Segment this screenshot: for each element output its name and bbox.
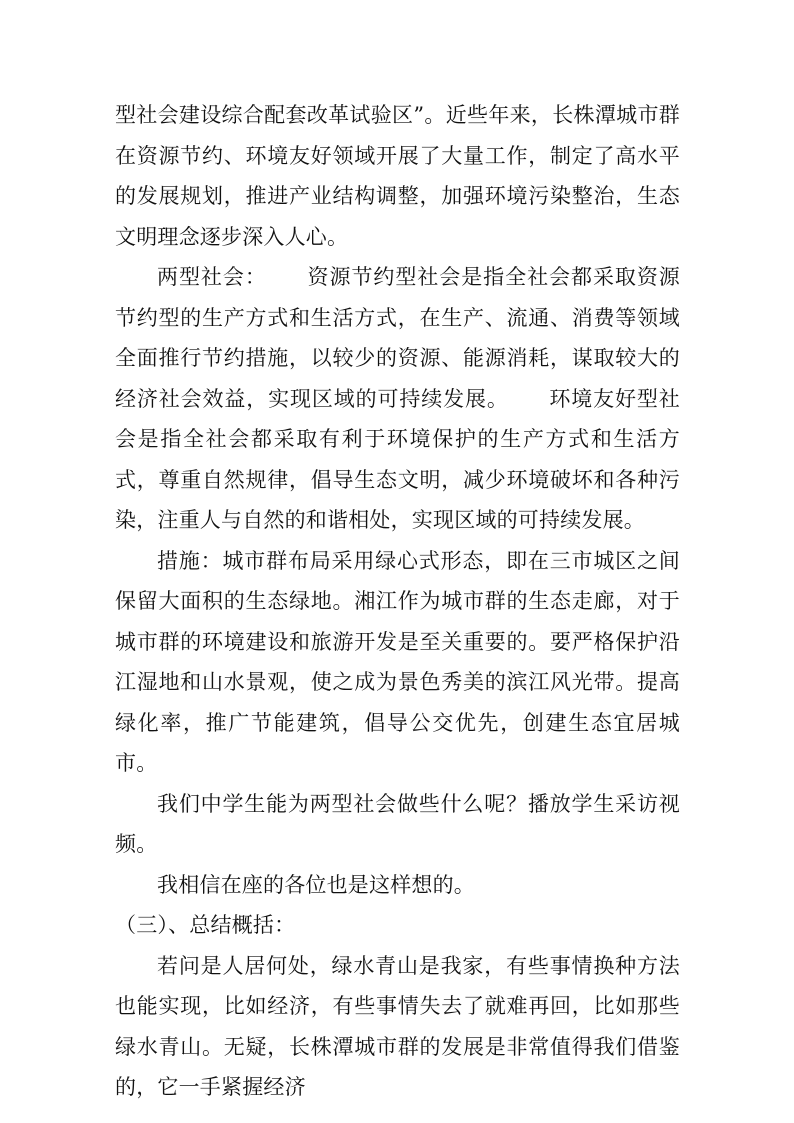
resource-saving-definition: 资源节约型社会是指全社会都采取资源节约型的生产方式和生活方式，在生产、流通、消费等领域全面推行节约措施，以较少的资源、能源消耗，谋取较大的经济社会效益，实现区域的可持续发展。 [115,265,681,411]
section-heading-summary: （三）、总结概括： [115,913,296,937]
document-body [115,95,680,1108]
paragraph-belief: 我相信在座的各位也是这样想的。 [157,872,475,897]
two-type-society-label: 两型社会： [157,265,267,289]
paragraph-reform-zone: 型社会建设综合配套改革试验区”。近些年来，长株潭城市群在资源节约、环境友好领域开展了大量工作，制定了高水平的发展规划，推进产业结构调整，加强环境污染整治，生态文明理念逐步深入人心。 [115,103,680,249]
environment-friendly-definition: 环境友好型社会是指全社会都采取有利于环境保护的生产方式和生活方式，尊重自然规律，倡导生态文明，减少环境破坏和各种污染，注重人与自然的和谐相处，实现区域的可持续发展。 [115,386,680,532]
paragraph-two-type-society [115,257,680,541]
paragraph-students-question: 我们中学生能为两型社会做些什么呢？播放学生采访视频。 [115,791,680,856]
paragraph-summary: 若问是人居何处，绿水青山是我家，有些事情换种方法也能实现，比如经济，有些事情失去了就难再回，比如那些绿水青山。无疑，长株潭城市群的发展是非常值得我们借鉴的，它一手紧握经济 [115,953,680,1099]
paragraph-measures: 措施：城市群布局采用绿心式形态，即在三市城区之间保留大面积的生态绿地。湘江作为城市群的生态走廊，对于城市群的环境建设和旅游开发是至关重要的。要严格保护沿江湿地和山水景观，使之成为景色秀美的滨江风光带。提高绿化率，推广节能建筑，倡导公交优先，创建生态宜居城市。 [115,548,680,775]
